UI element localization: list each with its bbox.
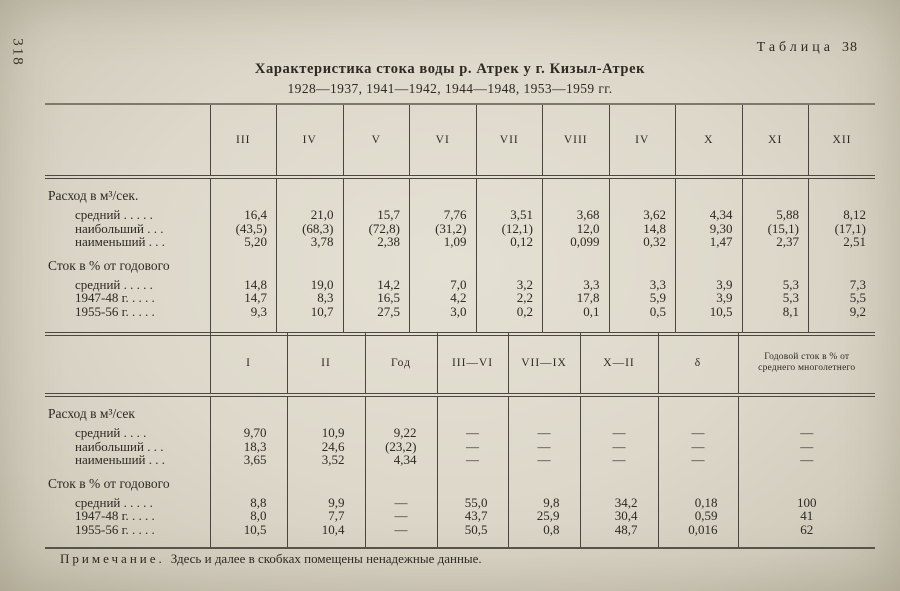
empty-cell <box>508 395 580 426</box>
empty-cell <box>580 467 658 496</box>
cell: 62 <box>738 523 875 537</box>
cell: 4,34 <box>676 208 743 222</box>
empty-cell <box>609 249 676 278</box>
section-header: Сток в % от годового <box>48 257 170 273</box>
row-label: средний . . . . . <box>75 494 153 510</box>
column-header: X <box>676 104 743 177</box>
cell: — <box>738 440 875 454</box>
cell: 9,8 <box>508 496 580 510</box>
cell: 17,8 <box>543 291 610 305</box>
page-subtitle: 1928—1937, 1941—1942, 1944—1948, 1953—1959 гг. <box>287 81 613 96</box>
cell: 0,2 <box>476 305 543 319</box>
empty-cell <box>543 249 610 278</box>
cell: (12,1) <box>476 222 543 236</box>
cell: 3,65 <box>210 453 287 467</box>
column-header: III <box>210 104 277 177</box>
row-label: 1955-56 г. . . . . <box>75 303 155 319</box>
cell: 5,3 <box>742 291 809 305</box>
cell: — <box>508 440 580 454</box>
row-label: 1947-48 г. . . . . <box>75 508 155 523</box>
empty-cell <box>210 177 277 208</box>
cell: 10,4 <box>287 523 365 537</box>
section-header-row <box>45 249 875 278</box>
cell: 10,7 <box>277 305 344 319</box>
stub-header <box>45 333 210 395</box>
empty-cell <box>343 249 410 278</box>
cell: 3,52 <box>287 453 365 467</box>
empty-cell <box>809 318 876 334</box>
column-header: VIII <box>543 104 610 177</box>
empty-cell <box>658 467 738 496</box>
table-row <box>45 509 875 523</box>
cell: 18,3 <box>210 440 287 454</box>
cell: 3,9 <box>676 278 743 292</box>
empty-cell <box>738 467 875 496</box>
cell: — <box>580 440 658 454</box>
empty-cell <box>277 249 344 278</box>
table-row <box>45 440 875 454</box>
empty-cell <box>809 249 876 278</box>
cell: (72,8) <box>343 222 410 236</box>
cell: 8,8 <box>210 496 287 510</box>
cell: 14,8 <box>609 222 676 236</box>
cell: 30,4 <box>580 509 658 523</box>
cell: 2,51 <box>809 235 876 249</box>
cell: 0,59 <box>658 509 738 523</box>
section-header-row <box>45 177 875 208</box>
cell: 9,9 <box>287 496 365 510</box>
cell: — <box>437 440 508 454</box>
cell: — <box>365 509 437 523</box>
footnote <box>60 551 860 567</box>
column-header: XI <box>742 104 809 177</box>
column-header: V <box>343 104 410 177</box>
cell: 3,2 <box>476 278 543 292</box>
column-header: VII <box>476 104 543 177</box>
cell: 10,5 <box>676 305 743 319</box>
cell: 7,0 <box>410 278 477 292</box>
cell: 8,1 <box>742 305 809 319</box>
empty-cell <box>676 318 743 334</box>
empty-cell <box>210 249 277 278</box>
cell: 24,6 <box>287 440 365 454</box>
empty-cell <box>609 318 676 334</box>
cell: 0,8 <box>508 523 580 537</box>
table-row <box>45 305 875 319</box>
table-row <box>45 235 875 249</box>
empty-cell <box>508 467 580 496</box>
empty-cell <box>676 249 743 278</box>
column-header: III—VI <box>437 333 508 395</box>
row-label: средний . . . . . <box>75 276 153 292</box>
empty-cell <box>287 536 365 548</box>
section-header: Сток в % от годового <box>48 475 170 491</box>
empty-cell <box>742 318 809 334</box>
row-label: наибольший . . . <box>75 438 164 454</box>
table_seasonal-grid <box>45 333 875 549</box>
empty-cell <box>809 177 876 208</box>
cell: 14,7 <box>210 291 277 305</box>
empty-cell <box>437 536 508 548</box>
cell: 43,7 <box>437 509 508 523</box>
cell: — <box>580 426 658 440</box>
cell: 5,9 <box>609 291 676 305</box>
cell: 0,016 <box>658 523 738 537</box>
empty-cell <box>658 536 738 548</box>
column-header: II <box>287 333 365 395</box>
empty-cell <box>609 177 676 208</box>
cell: 3,9 <box>676 291 743 305</box>
footnote-text: Здесь и далее в скобках помещены ненадежные данные. <box>170 551 482 566</box>
column-header: X—II <box>580 333 658 395</box>
cell: 41 <box>738 509 875 523</box>
page-number: 318 <box>9 38 26 67</box>
empty-cell <box>508 536 580 548</box>
cell: — <box>580 453 658 467</box>
cell: 16,5 <box>343 291 410 305</box>
empty-cell <box>210 395 287 426</box>
table_monthly-grid <box>45 103 875 336</box>
cell: 16,4 <box>210 208 277 222</box>
cell: (31,2) <box>410 222 477 236</box>
empty-cell <box>742 249 809 278</box>
cell: 0,18 <box>658 496 738 510</box>
empty-cell <box>210 536 287 548</box>
table-seasonal-discharge <box>45 333 875 549</box>
cell: (15,1) <box>742 222 809 236</box>
empty-cell <box>658 395 738 426</box>
empty-cell <box>476 318 543 334</box>
row-label: средний . . . . <box>75 425 147 440</box>
cell: 5,5 <box>809 291 876 305</box>
cell: 2,38 <box>343 235 410 249</box>
cell: 1,09 <box>410 235 477 249</box>
row-label: средний . . . . . <box>75 207 153 222</box>
header-row <box>45 333 875 395</box>
empty-cell <box>410 177 477 208</box>
cell: 3,51 <box>476 208 543 222</box>
cell: 0,32 <box>609 235 676 249</box>
cell: — <box>437 453 508 467</box>
cell: (43,5) <box>210 222 277 236</box>
cell: 4,2 <box>410 291 477 305</box>
empty-cell <box>287 467 365 496</box>
cell: 3,0 <box>410 305 477 319</box>
cell: 7,7 <box>287 509 365 523</box>
cell: 9,3 <box>210 305 277 319</box>
empty-cell <box>543 177 610 208</box>
empty-cell <box>343 177 410 208</box>
table-caption-word: Таблица <box>756 40 834 55</box>
cell: 9,2 <box>809 305 876 319</box>
row-label: наименьший . . . <box>75 452 165 467</box>
cell: 5,3 <box>742 278 809 292</box>
cell: 8,12 <box>809 208 876 222</box>
cell: 4,34 <box>365 453 437 467</box>
column-header: Год <box>365 333 437 395</box>
cell: — <box>365 523 437 537</box>
empty-cell <box>738 395 875 426</box>
table-row <box>45 453 875 467</box>
cell: 8,0 <box>210 509 287 523</box>
cell: 10,9 <box>287 426 365 440</box>
cell: 0,5 <box>609 305 676 319</box>
cell: 3,62 <box>609 208 676 222</box>
cell: 2,37 <box>742 235 809 249</box>
cell: 55,0 <box>437 496 508 510</box>
cell: — <box>658 440 738 454</box>
cell: 12,0 <box>543 222 610 236</box>
column-header: I <box>210 333 287 395</box>
cell: 50,5 <box>437 523 508 537</box>
cell: 48,7 <box>580 523 658 537</box>
cell: 3,3 <box>543 278 610 292</box>
table-caption <box>757 40 858 56</box>
bottom-spacer-row <box>45 536 875 548</box>
cell: 3,78 <box>277 235 344 249</box>
cell: (23,2) <box>365 440 437 454</box>
cell: 5,88 <box>742 208 809 222</box>
table-row <box>45 208 875 222</box>
section-header: Расход в м³/сек <box>48 406 135 421</box>
table-caption-number: 38 <box>842 40 858 55</box>
cell: — <box>508 453 580 467</box>
row-label: 1947-48 г. . . . . <box>75 290 155 305</box>
bottom-spacer-row <box>45 318 875 334</box>
section-header: Расход в м³/сек. <box>48 188 139 203</box>
table-monthly-discharge <box>45 103 875 336</box>
cell: 9,70 <box>210 426 287 440</box>
cell: 14,8 <box>210 278 277 292</box>
cell: 0,1 <box>543 305 610 319</box>
cell: (68,3) <box>277 222 344 236</box>
stub-header <box>45 104 210 177</box>
row-label: 1955-56 г. . . . . <box>75 521 155 537</box>
cell: 9,22 <box>365 426 437 440</box>
cell: 34,2 <box>580 496 658 510</box>
cell: 3,3 <box>609 278 676 292</box>
column-header: Годовой сток в % от среднего многолетнего <box>738 333 875 395</box>
empty-cell <box>476 249 543 278</box>
empty-cell <box>45 318 210 334</box>
cell: — <box>658 453 738 467</box>
empty-cell <box>437 395 508 426</box>
empty-cell <box>343 318 410 334</box>
column-header: XII <box>809 104 876 177</box>
empty-cell <box>410 318 477 334</box>
empty-cell <box>437 467 508 496</box>
table-row <box>45 222 875 236</box>
empty-cell <box>210 467 287 496</box>
empty-cell <box>277 177 344 208</box>
cell: 27,5 <box>343 305 410 319</box>
cell: 7,3 <box>809 278 876 292</box>
cell: 0,099 <box>543 235 610 249</box>
cell: 0,12 <box>476 235 543 249</box>
empty-cell <box>742 177 809 208</box>
table-row <box>45 496 875 510</box>
empty-cell <box>543 318 610 334</box>
cell: — <box>508 426 580 440</box>
table-row <box>45 291 875 305</box>
cell: 3,68 <box>543 208 610 222</box>
empty-cell <box>287 395 365 426</box>
section-header-row <box>45 467 875 496</box>
table-row <box>45 278 875 292</box>
empty-cell <box>676 177 743 208</box>
footnote-label: Примечание. <box>60 551 165 566</box>
empty-cell <box>476 177 543 208</box>
empty-cell <box>365 536 437 548</box>
row-label: наибольший . . . <box>75 220 164 236</box>
empty-cell <box>580 395 658 426</box>
cell: — <box>437 426 508 440</box>
cell: (17,1) <box>809 222 876 236</box>
cell: 7,76 <box>410 208 477 222</box>
cell: 9,30 <box>676 222 743 236</box>
empty-cell <box>45 536 210 548</box>
column-header: IV <box>609 104 676 177</box>
column-header: VII—IX <box>508 333 580 395</box>
cell: 21,0 <box>277 208 344 222</box>
empty-cell <box>580 536 658 548</box>
column-header: IV <box>277 104 344 177</box>
section-header-row <box>45 395 875 426</box>
empty-cell <box>365 467 437 496</box>
header-row <box>45 104 875 177</box>
cell: 8,3 <box>277 291 344 305</box>
column-header: δ <box>658 333 738 395</box>
cell: 19,0 <box>277 278 344 292</box>
table-row <box>45 523 875 537</box>
cell: 2,2 <box>476 291 543 305</box>
cell: — <box>738 426 875 440</box>
cell: — <box>365 496 437 510</box>
column-header: VI <box>410 104 477 177</box>
cell: 10,5 <box>210 523 287 537</box>
row-label: наименьший . . . <box>75 234 165 249</box>
page-title: Характеристика стока воды р. Атрек у г. Кизыл-Атрек <box>254 61 646 77</box>
empty-cell <box>738 536 875 548</box>
empty-cell <box>410 249 477 278</box>
table-row <box>45 426 875 440</box>
cell: — <box>658 426 738 440</box>
cell: 5,20 <box>210 235 277 249</box>
cell: 15,7 <box>343 208 410 222</box>
cell: 1,47 <box>676 235 743 249</box>
empty-cell <box>210 318 277 334</box>
cell: 100 <box>738 496 875 510</box>
cell: 14,2 <box>343 278 410 292</box>
cell: 25,9 <box>508 509 580 523</box>
empty-cell <box>277 318 344 334</box>
empty-cell <box>365 395 437 426</box>
cell: — <box>738 453 875 467</box>
